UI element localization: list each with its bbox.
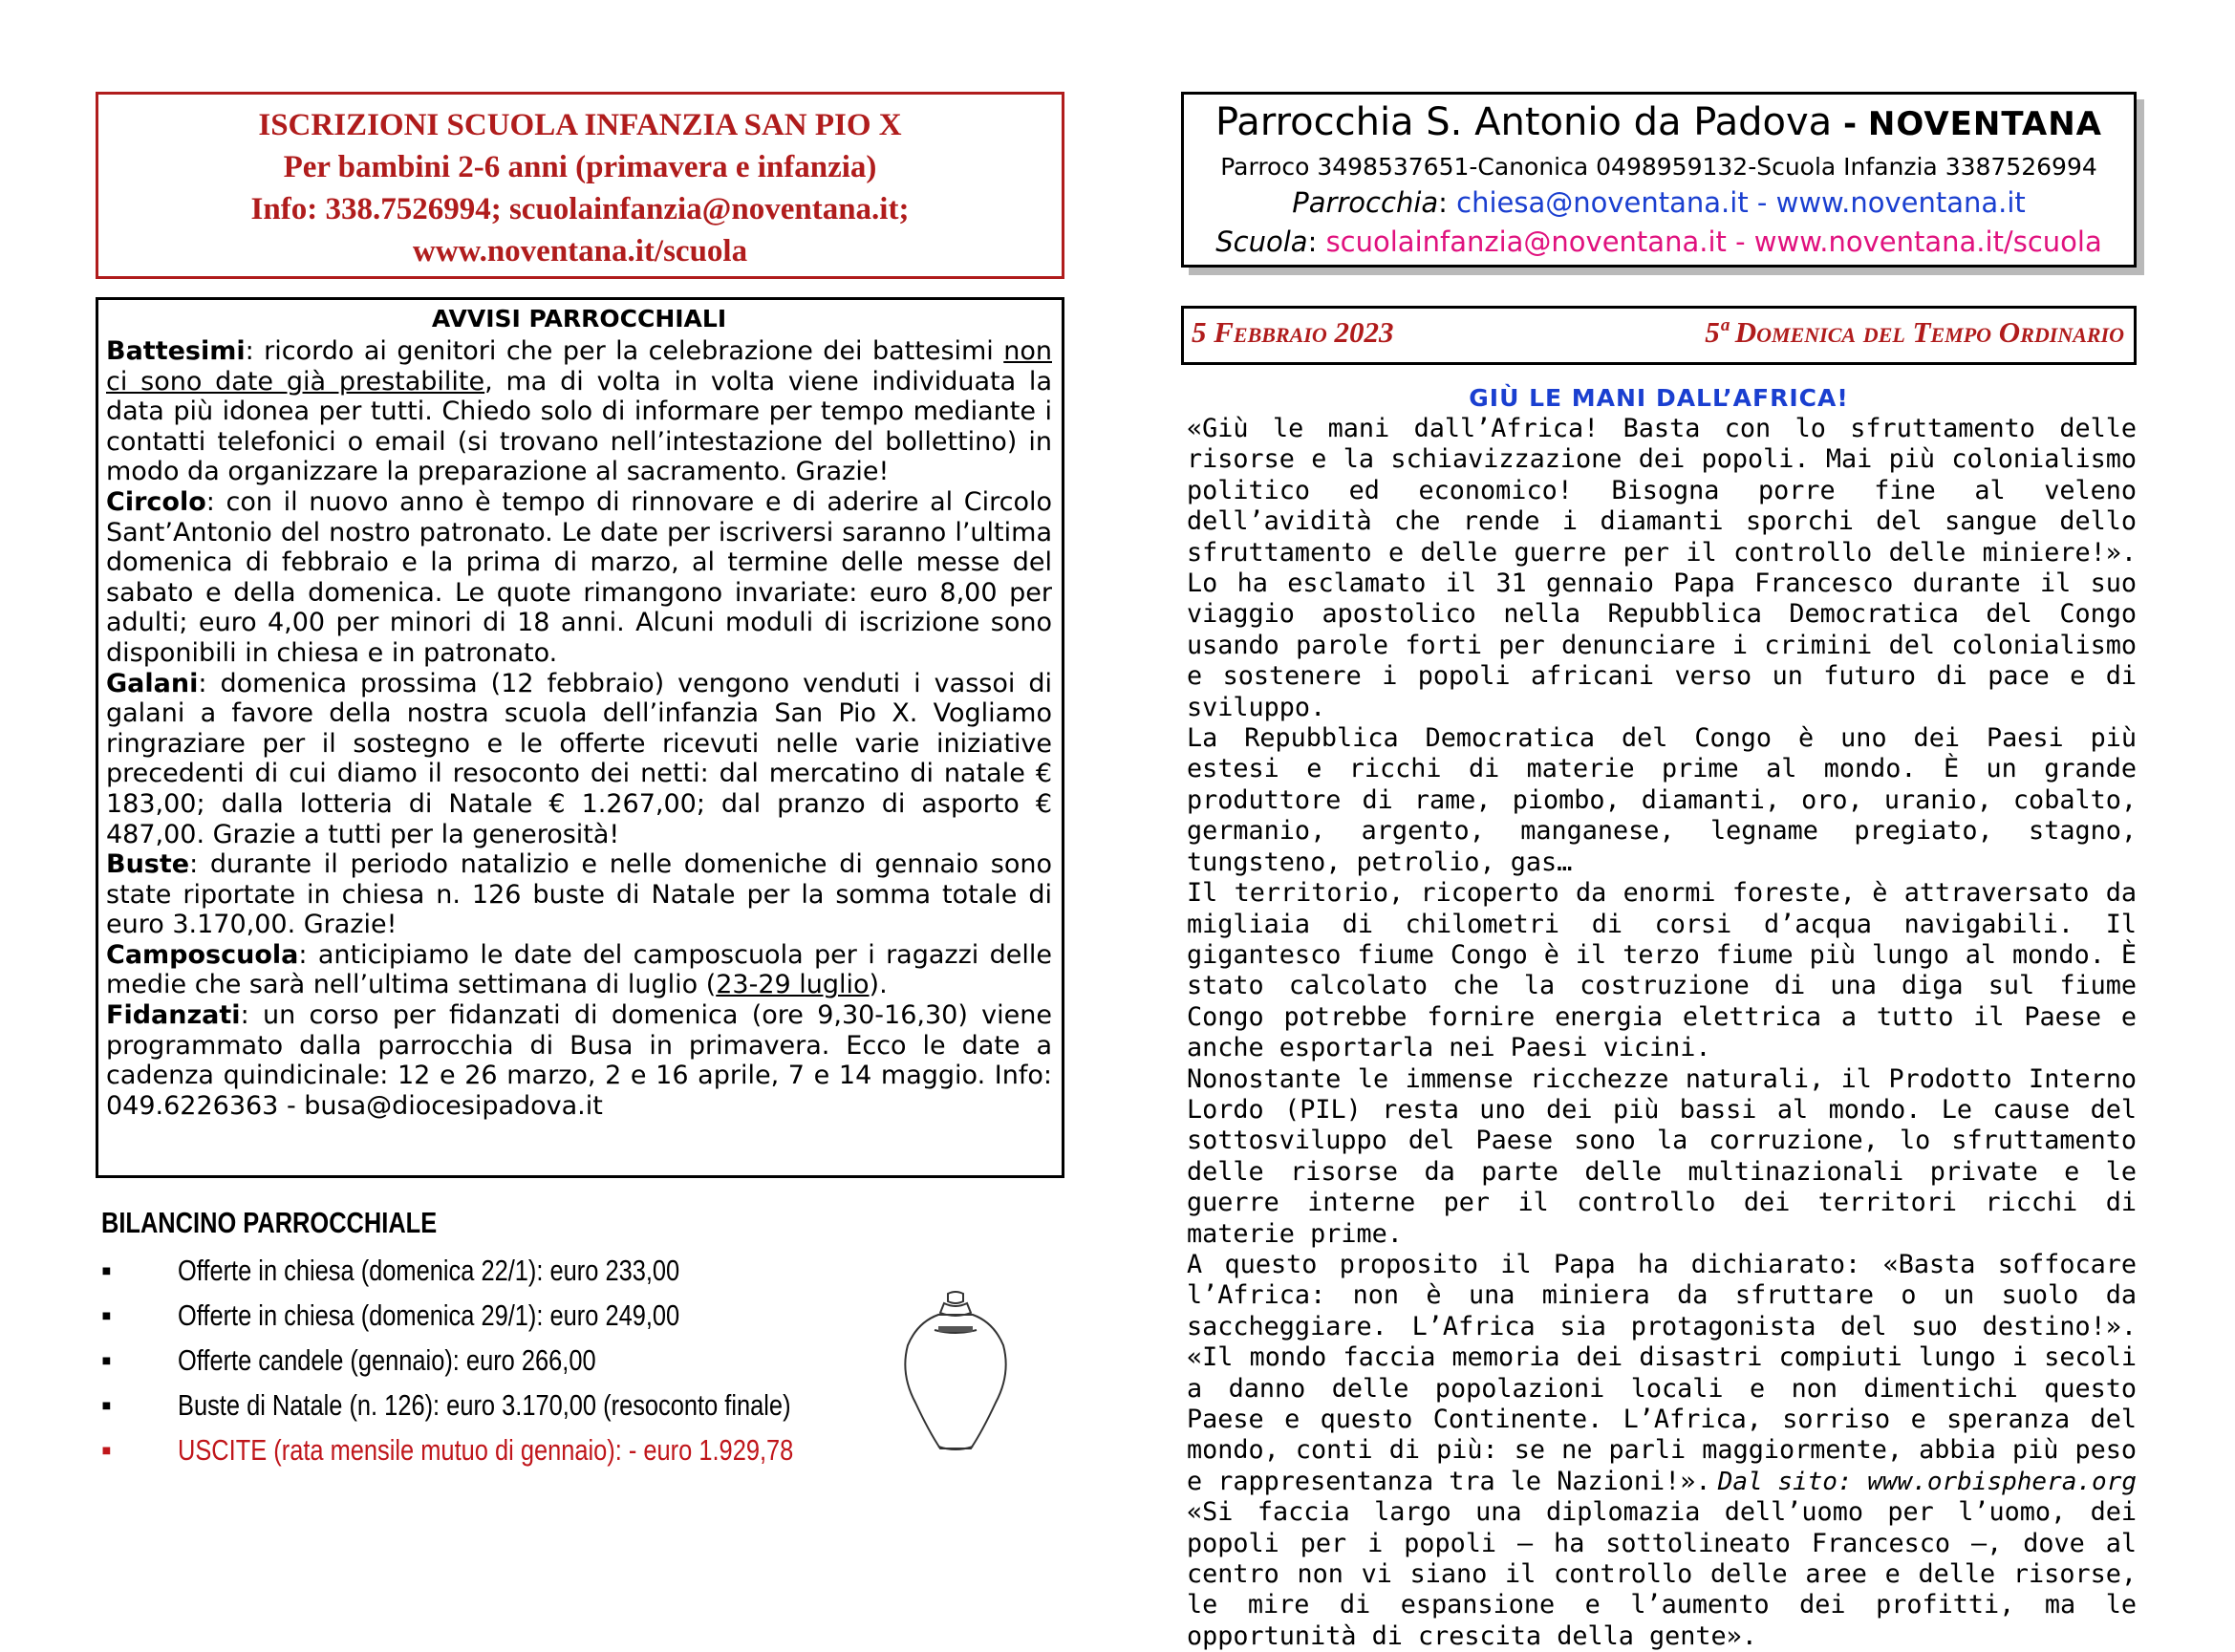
title-dash: - <box>1832 105 1868 143</box>
date-band <box>1181 306 2137 365</box>
article-paragraph: «Giù le mani dall’Africa! Basta con lo sfruttamento delle risorse e la schiavizzazione dei popoli. Mai più colonialismo politico ed economico! Bisogna porre fine al veleno dell’avidità che rende i diamanti sporchi del sangue dello sfruttamento e delle guerre per il controllo delle miniere!». Lo ha esclamato il 31 gennaio Papa Francesco durante il suo viaggio apostolico nella Repubblica Democratica del Congo usando parole forti per denunciare i crimini del colonialismo e sostenere i popoli africani verso un futuro di pace e di sviluppo. <box>1187 414 2137 722</box>
bilancino-item-text: USCITE (rata mensile mutuo di gennaio): - euro 1.929,78 <box>178 1433 794 1467</box>
iscrizioni-title: ISCRIZIONI SCUOLA INFANZIA SAN PIO X <box>258 108 902 142</box>
parrocchia-website-link[interactable]: www.noventana.it <box>1775 186 2026 219</box>
iscrizioni-box <box>96 92 1064 279</box>
avviso-label: Battesimi <box>106 336 246 366</box>
scuola-website-link[interactable]: www.noventana.it/scuola <box>1753 225 2102 258</box>
avviso-text: ). <box>869 970 888 1000</box>
avviso-circolo <box>106 487 1052 669</box>
article-paragraph: Il territorio, ricoperto da enormi foreste, è attraversato da migliaia di chilometri di corsi d’acqua navigabili. Il gigantesco fiume Congo è il terzo fiume più lungo al mondo. È stato calcolato che la costruzione di una diga sul fiume Congo potrebbe fornire energia elettrica a tutto il Paese e anche esportarla nei Paesi vicini. <box>1187 878 2137 1063</box>
avviso-label: Camposcuola <box>106 939 299 970</box>
avvisi-box <box>96 297 1064 1178</box>
avviso-text: : anticipiamo le date del camposcuola per i ragazzi delle medie che sarà nell’ultima settimana di luglio ( <box>106 939 1052 1000</box>
article-paragraph: «Si faccia largo una diplomazia dell’uomo per l’uomo, dei popoli per i popoli – ha sottolineato Francesco –, dove al centro non vi siano il controllo delle aree e delle risorse, le mire di espansione e l’aumento dei profitti, ma le opportunità di crescita della gente». <box>1187 1497 2137 1651</box>
avvisi-title: AVVISI PARROCCHIALI <box>431 305 727 333</box>
article-title: GIÙ LE MANI DALL’AFRICA! <box>1469 384 1849 412</box>
avviso-camposcuola <box>106 940 1052 1000</box>
avviso-text: : un corso per fidanzati di domenica (ore 9,30-16,30) viene programmato dalla parrocchia di Busa in primavera. Ecco le date a cadenza quindicinale: 12 e 26 marzo, 2 e 16 aprile, 7 e 14 maggio. Info: 049.6226363 - busa@diocesipadova.it <box>106 1000 1052 1121</box>
bullet-icon: ▪ <box>101 1254 112 1287</box>
article-body <box>1187 414 2137 1652</box>
avviso-battesimi <box>106 336 1052 487</box>
bilancino-item-text: Offerte candele (gennaio): euro 266,00 <box>178 1343 596 1377</box>
avviso-label: Galani <box>106 668 199 698</box>
bullet-icon: ▪ <box>101 1343 112 1377</box>
parish-title <box>1184 100 2134 144</box>
parish-name: Parrocchia S. Antonio da Padova <box>1214 100 1833 144</box>
avviso-fidanzati <box>106 1000 1052 1121</box>
avviso-text: , ma di volta in volta viene individuata la data più idonea per tutti. Chiedo solo di informare per tempo mediante i contatti telefonici o email (si trovano nell’intestazione del bollettino) in modo da organizzare la preparazione al sacramento. Grazie! <box>106 366 1052 487</box>
iscrizioni-age: Per bambini 2-6 anni (primavera e infanzia) <box>283 150 877 184</box>
parrocchia-label: Parrocchia <box>1292 186 1439 219</box>
bilancino-item-text: Buste di Natale (n. 126): euro 3.170,00 (resoconto finale) <box>178 1388 791 1422</box>
school-web-line: Scuola: scuolainfanzia@noventana.it - www.noventana.it/scuola <box>1215 225 2102 258</box>
bilancino-title: BILANCINO PARROCCHIALE <box>101 1206 438 1239</box>
avviso-label: Buste <box>106 849 190 880</box>
bullet-icon: ▪ <box>101 1298 112 1332</box>
avviso-label: Circolo <box>106 486 206 517</box>
iscrizioni-info: Info: 338.7526994; scuolainfanzia@noventana.it; <box>250 192 910 226</box>
avviso-galani <box>106 669 1052 850</box>
bilancino-item-text: Offerte in chiesa (domenica 29/1): euro 249,00 <box>178 1298 680 1332</box>
article-source: Dal sito: www.orbisphera.org <box>1717 1468 2137 1496</box>
avviso-text: : durante il periodo natalizio e nelle domeniche di gennaio sono state riportate in chiesa n. 126 buste di Natale per la somma totale di euro 3.170,00. Grazie! <box>106 849 1052 940</box>
parish-header <box>1181 92 2137 268</box>
avviso-text: : con il nuovo anno è tempo di rinnovare e di aderire al Circolo Sant’Antonio del nostro patronato. Le date per iscriversi saranno l’ultima domenica di febbraio e la prima di marzo, al termine delle messe del sabato e della domenica. Le quote rimangono invariate: euro 8,00 per adulti; euro 4,00 per minori di 18 anni. Alcuni moduli di iscrizione sono disponibili in chiesa e in patronato. <box>106 486 1052 668</box>
parish-contacts: Parroco 3498537651-Canonica 0498959132-Scuola Infanzia 3387526994 <box>1220 153 2097 181</box>
parrocchia-email-link[interactable]: chiesa@noventana.it <box>1456 186 1749 219</box>
article-paragraph: Nonostante le immense ricchezze naturali, il Prodotto Interno Lordo (PIL) resta uno dei più bassi al mondo. Le cause del sottosviluppo del Paese sono la corruzione, lo sfruttamento delle risorse da parte delle multinazionali private e le guerre interne per il controllo dei territori ricchi di materie prime. <box>1187 1063 2137 1249</box>
article-paragraph: La Repubblica Democratica del Congo è uno dei Paesi più estesi e ricchi di materie prime al mondo. È un grande produttore di rame, piombo, diamanti, oro, uranio, cobalto, germanio, argento, manganese, legname pregiato, stagno, tungsteno, petrolio, gas… <box>1187 723 2137 877</box>
avviso-buste <box>106 849 1052 940</box>
scuola-label: Scuola <box>1215 225 1308 258</box>
avviso-underlined: 23-29 luglio <box>716 970 870 1000</box>
separator: - <box>1726 225 1754 258</box>
liturgical-sunday: 5ª Domenica del Tempo Ordinario <box>1705 315 2124 349</box>
bullet-icon: ▪ <box>101 1388 112 1422</box>
offering-jar-icon <box>879 1288 1032 1460</box>
parish-web-line: Parrocchia: chiesa@noventana.it - www.noventana.it <box>1292 186 2026 219</box>
bullet-icon: ▪ <box>101 1433 112 1467</box>
avviso-text: : ricordo ai genitori che per la celebrazione dei battesimi <box>245 336 1004 366</box>
scuola-email-link[interactable]: scuolainfanzia@noventana.it <box>1325 225 1727 258</box>
article-paragraph: A questo proposito il Papa ha dichiarato: «Basta soffocare l’Africa: non è una miniera da sfruttare o un suolo da saccheggiare. L’Africa sia protagonista del suo destino!». «Il mondo faccia memoria dei disastri compiuti lungo i secoli a danno delle popolazioni locali e non dimentichi questo Paese e questo Continente. L’Africa, sorriso e speranza del mondo, conti di più: se ne parli maggiormente, abbia più peso e rappresentanza tra le Nazioni!». <box>1187 1249 2137 1496</box>
separator: - <box>1748 186 1776 219</box>
avviso-text: : domenica prossima (12 febbraio) vengono venduti i vassoi di galani a favore della nostra scuola dell’infanzia San Pio X. Vogliamo ringraziare per il sostegno e le offerte ricevuti nelle varie iniziative precedenti di cui diamo il resoconto dei netti: dal mercatino di natale € 183,00; dalla lotteria di Natale € 1.267,00; dal pranzo di asporto € 487,00. Grazie a tutti per la generosità! <box>106 668 1052 849</box>
avviso-underlined: non ci sono date già prestabilite <box>106 336 1052 397</box>
bilancino-item-text: Offerte in chiesa (domenica 22/1): euro 233,00 <box>178 1254 680 1287</box>
issue-date: 5 Febbraio 2023 <box>1192 315 1394 349</box>
avviso-label: Fidanzati <box>106 1000 241 1031</box>
parish-location: NOVENTANA <box>1867 105 2102 143</box>
iscrizioni-website: www.noventana.it/scuola <box>412 234 748 268</box>
